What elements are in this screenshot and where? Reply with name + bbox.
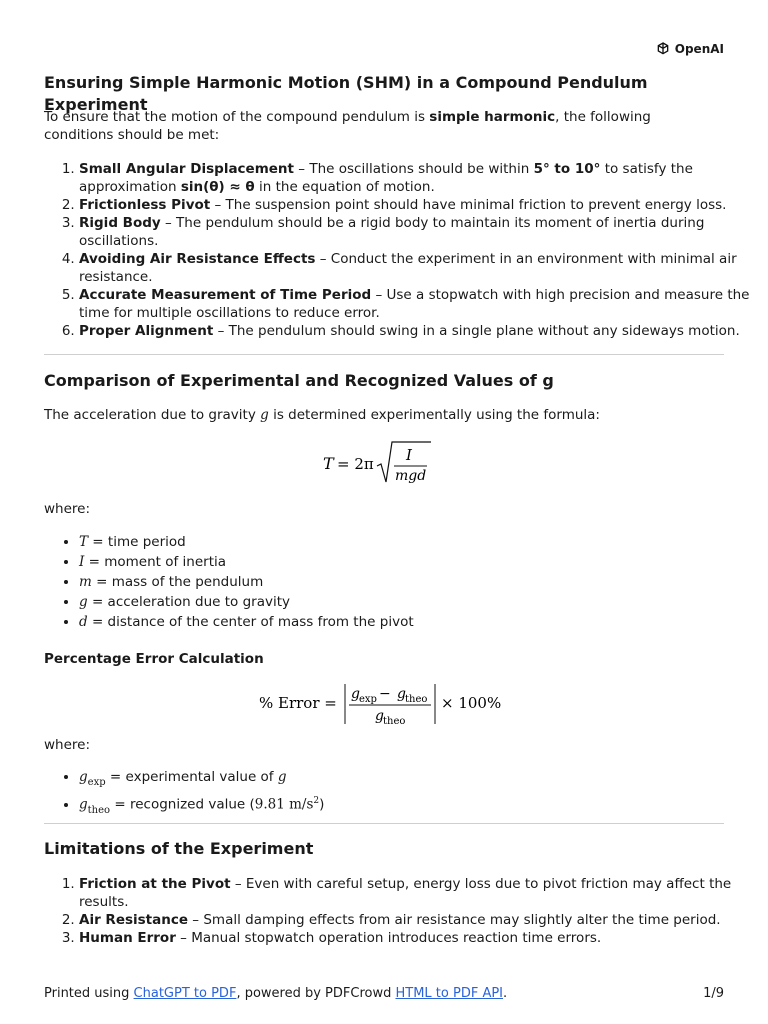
list-item [79,911,759,929]
item-bold: sin(θ) ≈ θ [180,179,255,195]
var-symbol: g [79,594,88,610]
item-bold: Accurate Measurement of Time Period [79,287,372,303]
list-item [79,552,759,572]
error-rhs: × 100% [441,694,502,712]
gravity-paragraph [44,406,600,424]
item-text: in the equation of motion. [254,179,435,195]
item-text: – Use a stopwatch with high precision and measure the time for multiple oscillations to reduce error. [79,287,750,321]
error-lhs: % Error = [259,694,337,712]
html-to-pdf-api-link[interactable]: HTML to PDF API [395,986,504,1001]
section-title-comparison: Comparison of Experimental and Recognized Values of g [44,371,554,390]
var-symbol: g [79,769,88,785]
gravity-text: The acceleration due to gravity [44,407,261,423]
formula-denominator: mgd [395,468,427,484]
error-formula [44,680,724,730]
list-item [79,929,759,947]
item-text: – Conduct the experiment in an environment with minimal air resistance. [79,251,737,285]
var-subscript: theo [87,804,111,816]
conditions-list [44,160,759,340]
intro-paragraph [44,108,724,144]
error-num-a-sub: exp [359,694,377,705]
list-item [79,286,759,322]
period-formula [44,436,724,492]
error-num-b: g [397,686,406,702]
item-text: – Even with careful setup, energy loss due to pivot friction may affect the results. [79,876,732,910]
item-bold: Human Error [79,930,176,946]
var-desc: = recognized value ( [110,796,255,813]
gravity-text-end: is determined experimentally using the formula: [268,407,600,423]
item-bold: Air Resistance [79,912,189,928]
chatgpt-to-pdf-link[interactable]: ChatGPT to PDF [133,986,237,1001]
var-subscript: exp [87,777,106,788]
item-bold: Avoiding Air Resistance Effects [79,251,316,267]
footer [44,985,724,1003]
error-minus: − [379,686,391,702]
gravity-exponent: 2 [313,796,320,806]
var-desc: = moment of inertia [84,554,227,570]
var-symbol: I [79,554,85,570]
gravity-value: 9.81 m/s [254,796,314,813]
brand-name: OpenAI [674,42,724,56]
item-text: – Manual stopwatch operation introduces reaction time errors. [175,930,602,946]
variables-list [44,532,759,632]
list-item [79,214,759,250]
section-title-shm: Ensuring Simple Harmonic Motion (SHM) in a Compound Pendulum Experiment [44,73,648,114]
var-desc: = experimental value of [105,769,278,785]
formula-T: T [323,454,334,473]
gravity-var: g [260,407,269,423]
section-title-limitations: Limitations of the Experiment [44,839,314,858]
list-item [79,196,759,214]
item-text: – The oscillations should be within [294,161,534,177]
error-variables-list [44,766,759,818]
footer-text: Printed using [44,986,134,1001]
var-symbol: T [79,534,89,550]
list-item [79,592,759,612]
var-desc: = time period [88,534,186,550]
intro-bold: simple harmonic [429,109,556,125]
var-symbol: g [79,796,88,813]
item-bold: 5° to 10° [533,161,601,177]
item-bold: Proper Alignment [79,323,214,339]
list-item [79,790,759,818]
item-text: – The suspension point should have minimal friction to prevent energy loss. [210,197,727,213]
intro-text-end: , the following conditions should be met: [44,109,651,143]
var-desc-close: ) [319,796,325,813]
divider [44,354,724,355]
subheading-percentage-error: Percentage Error Calculation [44,651,264,667]
var-desc: = mass of the pendulum [91,574,264,590]
error-num-a: g [351,686,360,702]
limitations-list [44,875,759,947]
formula-numerator: I [406,446,412,464]
item-text: to satisfy the approximation [79,161,693,195]
error-den-sub: theo [383,716,406,727]
var-desc: = acceleration due to gravity [87,594,290,610]
item-text: – Small damping effects from air resistance may slightly alter the time period. [188,912,721,928]
footer-text: , powered by PDFCrowd [236,986,396,1001]
var-desc: = distance of the center of mass from the pivot [87,614,414,630]
item-bold: Frictionless Pivot [79,197,211,213]
item-text: – The pendulum should be a rigid body to maintain its moment of inertia during oscillations. [79,215,705,249]
brand-logo [655,40,724,58]
item-text: – The pendulum should swing in a single plane without any sideways motion. [213,323,740,339]
list-item [79,612,759,632]
intro-text: To ensure that the motion of the compound pendulum is [44,109,430,125]
item-bold: Friction at the Pivot [79,876,231,892]
error-formula-svg [259,680,509,730]
item-bold: Rigid Body [79,215,161,231]
item-bold: Small Angular Displacement [79,161,294,177]
list-item [79,322,759,340]
list-item [79,160,759,196]
list-item [79,250,759,286]
error-num-b-sub: theo [405,694,428,705]
var-symbol: d [79,614,88,630]
var-symbol: g [277,769,287,785]
list-item [79,875,759,911]
error-den: g [375,708,384,724]
divider [44,823,724,824]
footer-text: . [503,986,508,1001]
var-symbol: m [79,574,92,590]
list-item [79,572,759,592]
list-item [79,532,759,552]
where-label: where: [44,501,91,517]
openai-icon [655,41,671,57]
period-formula-svg [319,436,449,492]
formula-eq: = 2π [337,455,374,473]
page-number: 1/9 [703,986,724,1001]
list-item [79,766,759,790]
where-label-2: where: [44,737,91,753]
